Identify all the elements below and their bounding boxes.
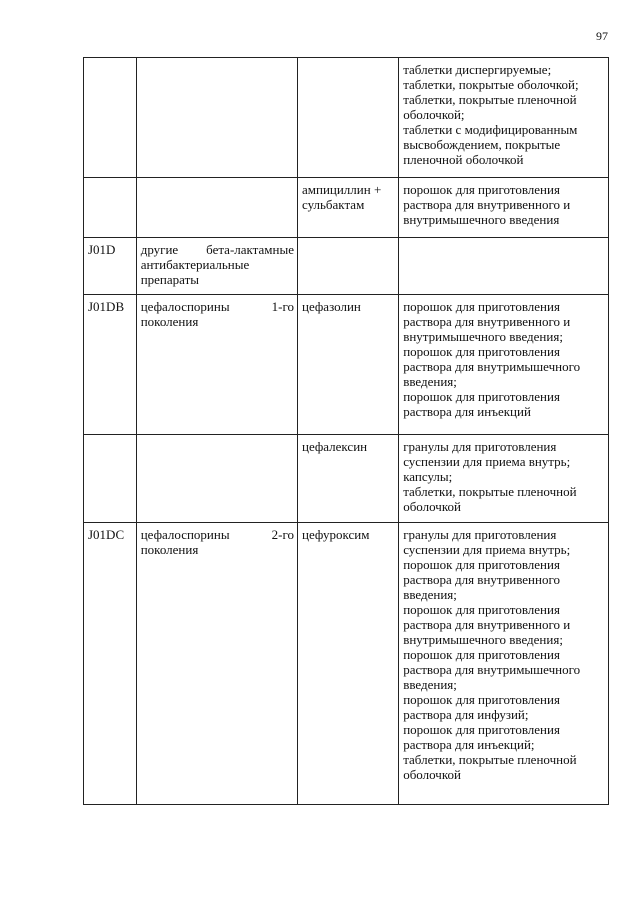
- dosage-form-line: оболочкой;: [403, 107, 465, 122]
- dosage-forms-cell: [399, 178, 609, 238]
- atc-code-cell: [84, 58, 137, 178]
- pharmacological-group-cell: цефалоспорины 1-го поколения: [136, 295, 297, 435]
- dosage-form-line: введения;: [403, 677, 457, 692]
- dosage-form-line: раствора для внутривенного и: [403, 617, 571, 632]
- pharmacological-group-cell: другие бета-лактамные антибактериальные препараты: [136, 238, 297, 295]
- dosage-form-line: капсулы;: [403, 469, 453, 484]
- dosage-form-line: порошок для приготовления: [403, 602, 560, 617]
- dosage-form-line: внутримышечного введения: [403, 212, 560, 227]
- atc-code-cell: [84, 178, 137, 238]
- dosage-form-line: таблетки, покрытые пленочной: [403, 752, 577, 767]
- table-row: [84, 523, 609, 805]
- dosage-form-line: порошок для приготовления: [403, 647, 560, 662]
- dosage-form-line: раствора для внутривенного и: [403, 197, 571, 212]
- dosage-form-line: порошок для приготовления: [403, 299, 560, 314]
- table-row: [84, 58, 609, 178]
- pharmacological-group-cell: [136, 58, 297, 178]
- atc-code-cell: J01DB: [84, 295, 137, 435]
- dosage-form-line: внутримышечного введения;: [403, 632, 563, 647]
- dosage-form-line: раствора для внутримышечного: [403, 359, 581, 374]
- dosage-form-line: таблетки, покрытые пленочной: [403, 92, 577, 107]
- dosage-form-line: таблетки диспергируемые;: [403, 62, 552, 77]
- dosage-forms-cell: [399, 238, 609, 295]
- drug-name-cell: цефалексин: [297, 435, 398, 523]
- dosage-form-line: гранулы для приготовления: [403, 439, 557, 454]
- table-row: [84, 295, 609, 435]
- dosage-form-line: порошок для приготовления: [403, 344, 560, 359]
- dosage-form-line: раствора для инъекций;: [403, 737, 535, 752]
- dosage-forms-cell: [399, 295, 609, 435]
- dosage-form-line: таблетки, покрытые пленочной: [403, 484, 577, 499]
- dosage-form-line: таблетки с модифицированным: [403, 122, 578, 137]
- pharmacological-group-cell: [136, 178, 297, 238]
- dosage-form-line: порошок для приготовления: [403, 182, 560, 197]
- drug-name-cell: цефуроксим: [297, 523, 398, 805]
- dosage-form-line: пленочной оболочкой: [403, 152, 524, 167]
- drug-name-cell: [297, 58, 398, 178]
- pharmacological-group-cell: [136, 435, 297, 523]
- dosage-form-line: раствора для внутримышечного: [403, 662, 581, 677]
- table-row: [84, 178, 609, 238]
- dosage-form-line: введения;: [403, 374, 457, 389]
- atc-code-cell: [84, 435, 137, 523]
- dosage-form-line: таблетки, покрытые оболочкой;: [403, 77, 579, 92]
- drug-name-cell: [297, 238, 398, 295]
- atc-code-cell: J01D: [84, 238, 137, 295]
- dosage-form-line: раствора для инъекций: [403, 404, 531, 419]
- dosage-form-line: суспензии для приема внутрь;: [403, 542, 571, 557]
- dosage-form-line: порошок для приготовления: [403, 389, 560, 404]
- dosage-form-line: порошок для приготовления: [403, 557, 560, 572]
- dosage-forms-cell: [399, 435, 609, 523]
- dosage-form-line: гранулы для приготовления: [403, 527, 557, 542]
- dosage-form-line: раствора для внутривенного: [403, 572, 560, 587]
- table-row: [84, 435, 609, 523]
- dosage-form-line: порошок для приготовления: [403, 722, 560, 737]
- page-number: 97: [596, 29, 608, 43]
- dosage-form-line: порошок для приготовления: [403, 692, 560, 707]
- dosage-forms-cell: [399, 523, 609, 805]
- dosage-form-line: оболочкой: [403, 499, 461, 514]
- dosage-form-line: высвобождением, покрытые: [403, 137, 561, 152]
- dosage-form-line: внутримышечного введения;: [403, 329, 563, 344]
- dosage-form-line: оболочкой: [403, 767, 461, 782]
- pharmacological-group-cell: цефалоспорины 2-го поколения: [136, 523, 297, 805]
- table-row: [84, 238, 609, 295]
- dosage-form-line: суспензии для приема внутрь;: [403, 454, 571, 469]
- drug-name-cell: цефазолин: [297, 295, 398, 435]
- atc-code-cell: J01DC: [84, 523, 137, 805]
- dosage-forms-cell: [399, 58, 609, 178]
- dosage-form-line: раствора для внутривенного и: [403, 314, 571, 329]
- drug-name-cell: ампициллин + сульбактам: [297, 178, 398, 238]
- dosage-form-line: раствора для инфузий;: [403, 707, 529, 722]
- medication-table: [83, 57, 609, 805]
- dosage-form-line: введения;: [403, 587, 457, 602]
